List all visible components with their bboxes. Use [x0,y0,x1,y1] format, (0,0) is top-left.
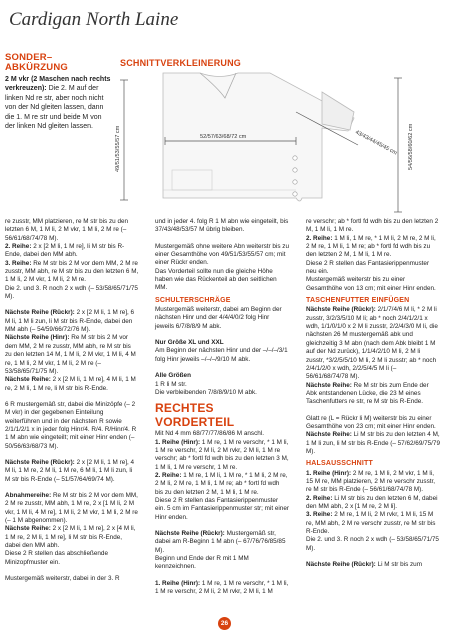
instruction-text: Re M str bis zum Ende der Abk entstandenen Lücke, die 23 M eines Taschenfutters re str, re M str bis R-Ende. [306,381,429,406]
instruction-text: 2 x [2 M li, 1 M re], li M str bis R-Ende, dabei den MM abh. [5,243,125,259]
instruction-paragraph [5,218,139,243]
instruction-paragraph [5,376,139,393]
instruction-text: 2 x [2 M li, 1 M re], 4 M li, 1 M re, 2 M li, 1 M re, 6 M li, 1 M li zun, li M str bis R-Ende (– 51/57/64/69/74 M). [5,458,135,483]
instruction-paragraph [155,339,289,347]
row-label: 3. Reihe: [5,259,32,267]
text-column-2 [155,218,289,596]
heading-line-2: ABKÜRZUNG [5,62,69,73]
instruction-text: Am Beginn der nächsten Hinr und der –/–/–/3/1 folg Hinr jeweils –/–/–/9/10 M abk. [155,347,288,363]
instruction-text: 2/1/7/4/6 M li, * 2 M li zusstr, 3/2/3/5/10 M li; ab * noch 2/4/1/2/1 x wdh, 1/1/0/1/0 x 2 M li zusstr, 2/2/4/3/0 M li, die nächsten 26 M mustergemäß abk und gleichzeitig 3 M abn (nach dem Abk bleibt 1 M auf der Nd zurück), 1/1/4/2/10 M li, 2 M li zusstr, *3/2/5/5/10 M li, 2 M li zusstr; ab * noch 2/4/1/2/0 x wdh, 2/2/5/4/5 M li (– 56/61/68/74/78 M). [306,306,438,381]
dimension-height-left: 49/51/53/55/57 cm [115,125,121,172]
schematic-diagram [0,0,451,215]
instruction-paragraph [5,492,139,525]
row-label: Nächste Reihe (Rückr): [5,309,75,317]
instruction-paragraph [306,276,440,293]
instruction-text: Re M str bis 2 M vor dem MM, 2 M re zusstr, MM abh, re M str bis zu den letzten 6 M, 1 M li, 2 M vkr, 1 M li, 2 M re. [5,259,139,284]
instruction-text: Mustergemäß str, dabei am R-Beginn 1 M abn (– 67/76/76/85/85 M). [155,529,286,554]
row-label: 2. Reihe: [155,471,182,479]
instruction-text: 1 R li M str. [155,380,187,388]
text-column-1 [5,218,139,583]
instruction-paragraph [155,530,289,555]
instruction-text: Mit Nd 4 mm 68/77/77/86/86 M anschl. [155,430,264,438]
instruction-text: Diese 2 R stellen das abschließende Minizopfmuster ein. [5,550,108,566]
row-label: Nächste Reihe (Rückr): [306,306,376,314]
button [293,192,297,196]
instruction-text: Mustergemäß ohne weitere Abn weiterstr bis zu einer Gesamthöhe von 49/51/53/55/57 cm; mit einer Rückr enden. [155,242,289,267]
instruction-paragraph [155,381,289,389]
instruction-text: 1 M re, 1 M re verschr, * 1 M li, 1 M re verschr, 2 M li, 2 M rvkr, 2 M li, 1 M [155,579,289,596]
instruction-text: Diese 2 R stellen das Fantasierippenmuster neu ein. [306,259,430,276]
row-label: Nächste Reihe: [306,381,352,389]
dimension-width-bottom: 52/57/63/68/72 cm [200,134,247,140]
instruction-text: Die verbleibenden 7/8/8/9/10 M abk. [155,388,257,396]
instruction-text: 2 x [2 M li, 1 M re], 6 M li, 1 M li zun, li M str bis R-Ende, dabei den MM abh (– 54/59/66/72/76 M). [5,309,135,334]
instruction-text: Mustergemäß weiterstr bis zu einer Gesamthöhe von 13 cm; mit einer Hinr enden. [306,276,436,292]
button [293,156,297,160]
instruction-text: re zusstr, MM platzieren, re M str bis zu den letzten 6 M, 1 M li, 2 M vkr, 1 M li, 2 M re (– 56/61/68/74/78 M). [5,218,129,242]
instruction-paragraph [5,309,139,334]
heading-line-1: SONDER– [5,52,53,63]
section-subheading: HALSAUSSCHNITT [306,460,373,468]
sleeve-outline [322,92,354,130]
instruction-paragraph [155,347,289,364]
instruction-text: 2 x [2 M li, 1 M re], 4 M li, 1 M re, 2 M li, 1 M re, li M str bis R-Ende. [5,376,136,392]
instruction-paragraph [5,459,139,484]
instruction-text: Li M str bis zu den letzten 4 M, 1 M li zun, li M str bis R-Ende (– 57/62/69/75/79 M). [306,431,440,455]
instruction-paragraph [306,235,440,260]
instruction-paragraph [306,470,440,495]
button [293,180,297,184]
row-label: 1. Reihe (Hinr): [306,469,352,477]
instruction-paragraph [155,243,289,268]
instruction-paragraph [5,334,139,376]
page-title: Cardigan North Laine [9,9,179,30]
instruction-paragraph [155,372,289,380]
instruction-text: Li M str bis zum [375,561,422,569]
instruction-text: Li M str bis zu den letzten 6 M, dabei den MM abh, 2 x [1 M re, 2 M li]. [306,494,438,510]
text-column-3 [306,218,440,569]
instruction-paragraph [306,495,440,512]
row-label: 3. Reihe: [306,511,333,519]
instruction-paragraph [306,431,440,456]
instruction-paragraph [5,550,139,567]
row-label: Nur Größe XL und XXL [155,339,224,347]
instruction-paragraph [155,555,289,572]
instruction-paragraph [155,497,289,522]
row-label: Nächste Reihe: [5,376,51,384]
button [293,168,297,172]
instruction-paragraph [155,389,289,397]
row-label: Abnahmereihe: [5,491,52,499]
row-label: Nächste Reihe: [5,525,51,533]
instruction-text: 1 M li, 1 M re, * 1 M li, 2 M re, 2 M li, 2 M re, 1 M li, 1 M re; ab * fortl fd wdh bis zu den letzten 2 M, 1 M li, 1 M re. [306,234,436,259]
instruction-paragraph [306,536,440,553]
instruction-text: 2 x [2 M li, 1 M re], 2 x [4 M li, 1 M re, 2 M li, 1 M re], li M str bis R-Ende, dabei den MM abh. [5,525,136,550]
instruction-paragraph [306,415,440,432]
instruction-text: 1 M re, 1 M re verschr, * 1 M li, 1 M re verschr, 2 M li, 2 M rvkr, 2 M li, 1 M re verschr; ab * fortl fd wdh bis zu den letzten 3 M, 1 M li, 1 M re verschr, 1 M re. [155,438,289,471]
instruction-paragraph [155,439,289,472]
cardigan-body-outline [163,73,354,201]
section-subheading: TASCHENFUTTER EINFÜGEN [306,297,410,305]
instruction-paragraph [5,525,139,550]
row-label: Nächste Reihe (Rückr): [5,458,75,466]
instruction-text: Mustergemäß weiterstr, dabei am Beginn der nächsten Hinr und der 4/4/4/0/2 folg Hinr jeweils 6/7/8/8/9 M abk. [155,306,282,330]
abbreviation-term: 2 M vkr (2 Maschen nach rechts verkreuzen): [5,76,111,93]
instruction-text: 2 M re, 1 M li, 2 M rvkr, 1 M li, 15 M re, MM abh, 2 M re verschr zusstr, re M str bis R-Ende. [306,511,436,536]
instruction-paragraph [5,243,139,260]
instruction-paragraph [5,285,139,302]
instruction-text: 2 M re, 1 M li, 2 M vkr, 1 M li, 15 M re, MM platzieren, 2 M re verschr zusstr, re M str bis R-Ende (– 56/61/68/74/78 M). [306,469,436,494]
instruction-text: Das Vorderteil sollte nun die gleiche Höhe haben wie das Rückenteil ab den seitlichen MM. [155,267,277,292]
instruction-paragraph [155,268,289,293]
instruction-text: und in jeder 4. folg R 1 M abn wie eingeteilt, bis 37/43/48/53/57 M übrig bleiben. [155,218,289,234]
instruction-text: re verschr; ab * fortl fd wdh bis zu den letzten 2 M, 1 M li, 1 M re. [306,218,439,234]
instruction-paragraph [155,306,289,331]
section-heading: RECHTES VORDERTEIL [155,401,235,430]
row-label: 2. Reihe: [306,234,333,242]
section-subheading: SCHULTERSCHRÄGE [155,296,231,304]
row-label: Alle Größen [155,372,191,380]
row-label: Nächste Reihe (Rückr): [155,529,225,537]
row-label: 1. Reihe (Hinr): [155,438,201,446]
instruction-paragraph [5,575,139,583]
instruction-paragraph [306,382,440,407]
row-label: Nächste Reihe: [306,431,352,439]
instruction-text: Glatt re (L = Rückr li M) weiterstr bis zu einer Gesamthöhe von 23 cm; mit einer Hinr enden. [306,414,436,430]
dimension-height-right: 54/56/58/60/62 cm [408,123,414,170]
instruction-paragraph [306,561,440,569]
instruction-text: Beginn und Ende der R mit 1 MM kennzeichnen. [155,555,249,571]
row-label: 2. Reihe: [5,243,32,251]
instruction-text: Re M str bis 2 M vor dem MM, 2 M re zusstr, MM abh, 1 M re, 2 x [1 M li, 2 M vkr, 1 M li, 4 M re], 1 M li, 2 M vkr, 1 M li, 2 M re (– 1 M abgenommen). [5,491,138,524]
dimension-sleeve: 43/43/44/45/45 cm [354,129,398,157]
row-label: 2. Reihe: [306,494,333,502]
abbreviation-definition: Die 2. M auf der linken Nd re str, aber noch nicht von der Nd gleiten lassen, dann die 1. M re str und beide M von der linken Nd gleiten lassen. [5,85,104,131]
instruction-text: Mustergemäß weiterstr, dabei in der 3. R [5,575,120,583]
instruction-paragraph [306,218,440,235]
page-number: 26 [218,617,231,630]
instruction-text: Re M str bis 2 M vor dem MM, 2 M re zusstr, MM abh, re M str bis zu den letzten 14 M, 1 M li, 2 M vkr, 1 M li, 4 M re, 1 M li, 2 M vkr, 1 M li, 2 M re (– 53/58/65/71/75 M). [5,334,136,375]
instruction-paragraph [306,306,440,381]
instruction-text: Die 2. und 3. R noch 2 x wdh (– 53/58/65/71/75 M). [306,536,439,552]
instruction-paragraph [155,218,289,235]
instruction-paragraph [306,511,440,536]
instruction-paragraph [5,401,139,451]
row-label: Nächste Reihe (Hinr): [5,334,70,342]
instruction-paragraph [155,430,289,438]
instruction-paragraph [155,580,289,597]
row-label: Nächste Reihe (Rückr): [306,561,376,569]
instruction-text: Diese 2 R stellen das Fantasierippenmuster ein. 5 cm im Fantasierippenmuster str; mit einer Hinr enden. [155,496,289,521]
instruction-text: 1 M re, 1 M li, 1 M re, * 1 M li, 2 M re, 2 M li, 2 M re, 1 M li, 1 M re; ab * fortl fd wdh bis zu den letzten 2 M, 1 M li, 1 M re. [155,471,288,496]
instruction-paragraph [155,472,289,497]
schematic-title: SCHNITTVERKLEINERUNG [120,58,242,68]
instruction-paragraph [306,260,440,277]
instruction-paragraph [5,260,139,285]
instruction-text: Die 2. und 3. R noch 2 x wdh (– 53/58/65/71/75 M). [5,284,138,301]
row-label: 1. Reihe (Hinr): [155,579,201,587]
instruction-text: 6 R mustergemäß str, dabei die Minizöpfe (– 2 M vkr) in der gegebenen Einteilung weiterführen und in der nächsten R sowie 2/1/1/2/1 x in jeder folg Hinr/4. R/4. R/Hinr/4. R 1 M abn wie eingeteilt; mit einer Hinr enden (– 50/56/63/68/73 M). [5,400,137,450]
